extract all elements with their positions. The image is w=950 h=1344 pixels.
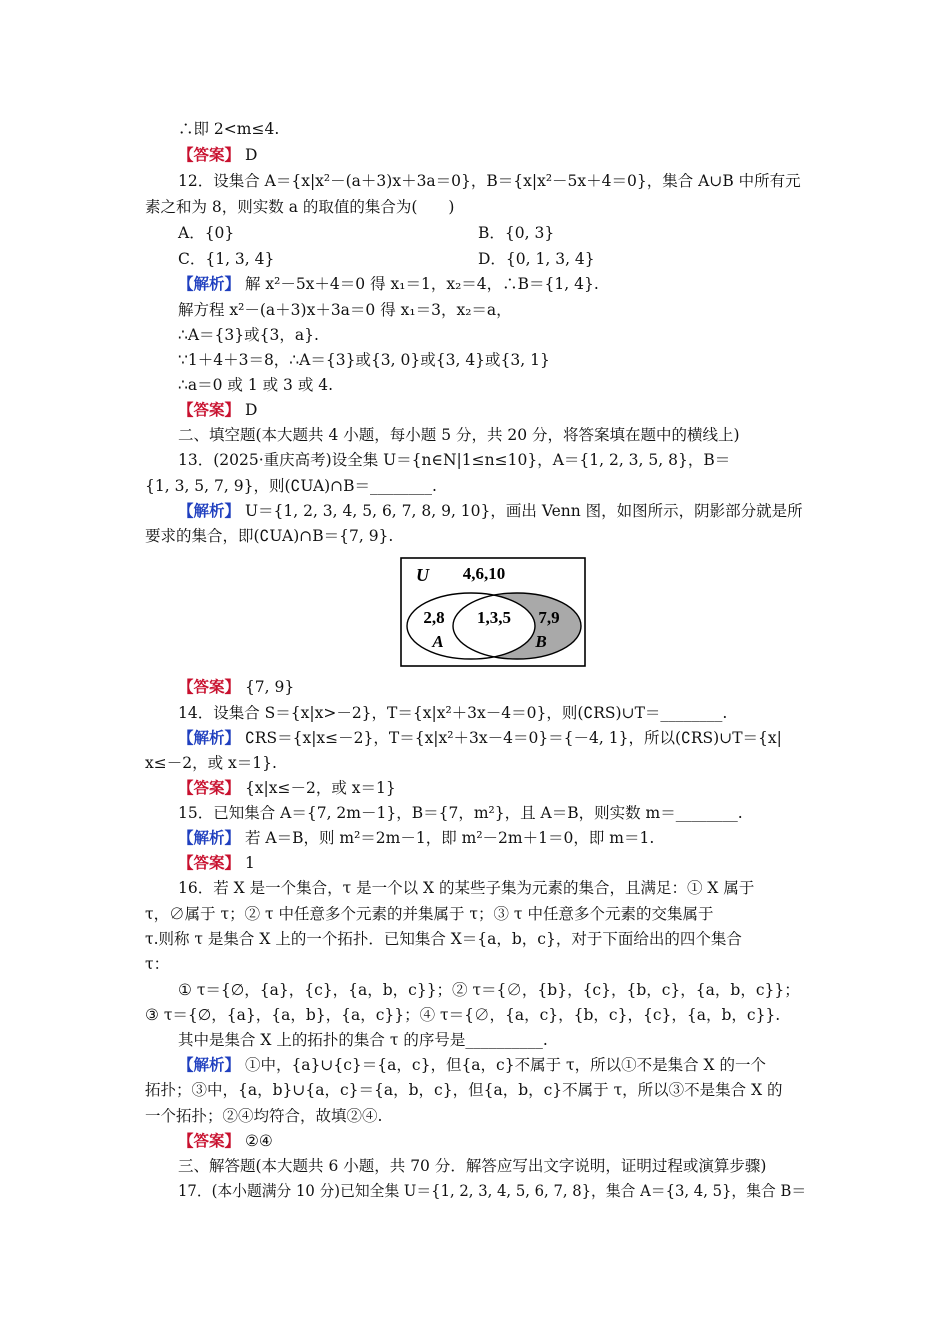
- text-line: τ：: [145, 955, 170, 973]
- question-17: 17．(本小题满分 10 分)已知全集 U＝{1, 2, 3, 4, 5, 6, 7, 8}，集合 A＝{3, 4, 5}，集合 B＝: [178, 1182, 807, 1200]
- answer-line: 【答案】 1: [178, 853, 255, 872]
- text-line: ③ τ＝{∅，{a}，{a，b}，{a，c}}；④ τ＝{∅，{a，c}，{b，c}，{c}，{a，b，c}}.: [145, 1006, 781, 1024]
- text-line: 其中是集合 X 上的拓扑的集合 τ 的序号是__________.: [178, 1031, 548, 1049]
- section-heading: 三、解答题(本大题共 6 小题，共 70 分．解答应写出文字说明，证明过程或演算步骤): [178, 1157, 767, 1175]
- answer-tag: 【答案】: [178, 778, 241, 797]
- analysis-tag: 【解析】: [178, 274, 241, 293]
- a-only-elements: 2,8: [423, 608, 445, 627]
- text-line: 一个拓扑；②④均符合，故填②④.: [145, 1107, 383, 1125]
- analysis-line: 【解析】 ∁RS＝{x|x≤－2}，T＝{x|x²＋3x－4＝0}＝{－4, 1}，所以(∁RS)∪T＝{x|: [178, 728, 782, 747]
- answer-tag: 【答案】: [178, 1131, 241, 1150]
- option-a: A．{0}: [178, 224, 235, 242]
- analysis-tag: 【解析】: [178, 1055, 241, 1074]
- text-line: 素之和为 8，则实数 a 的取值的集合为( ): [145, 198, 455, 216]
- question-12: 12．设集合 A＝{x|x²－(a＋3)x＋3a＝0}，B＝{x|x²－5x＋4＝0}，集合 A∪B 中所有元: [178, 172, 801, 190]
- analysis-tag: 【解析】: [178, 728, 241, 747]
- intersection-elements: 1,3,5: [477, 608, 511, 627]
- analysis-line: 【解析】 解 x²－5x＋4＝0 得 x₁＝1，x₂＝4，∴B＝{1, 4}.: [178, 274, 599, 293]
- text-line: 解方程 x²－(a＋3)x＋3a＝0 得 x₁＝3，x₂＝a，: [178, 301, 512, 319]
- answer-tag: 【答案】: [178, 677, 241, 696]
- option-d: D．{0, 1, 3, 4}: [478, 250, 595, 268]
- text-line: 要求的集合，即(∁UA)∩B＝{7, 9}.: [145, 527, 394, 545]
- answer-line: 【答案】 {7, 9}: [178, 677, 295, 696]
- answer-tag: 【答案】: [178, 145, 241, 164]
- text-line: τ，∅属于 τ；② τ 中任意多个元素的并集属于 τ；③ τ 中任意多个元素的交集属于: [145, 905, 714, 923]
- option-b: B．{0, 3}: [478, 224, 555, 242]
- answer-line: 【答案】 {x|x≤－2，或 x＝1}: [178, 778, 396, 797]
- answer-line: 【答案】 D: [178, 400, 258, 419]
- question-16: 16．若 X 是一个集合，τ 是一个以 X 的某些子集为元素的集合，且满足：① X 属于: [178, 879, 755, 897]
- analysis-line: 【解析】 若 A＝B，则 m²＝2m－1，即 m²－2m＋1＝0，即 m＝1.: [178, 828, 655, 847]
- text-line: ∵1＋4＋3＝8，∴A＝{3}或{3, 0}或{3, 4}或{3, 1}: [178, 351, 550, 369]
- text-line: ∴即 2<m≤4.: [178, 120, 280, 138]
- question-14: 14．设集合 S＝{x|x>－2}，T＝{x|x²＋3x－4＝0}，则(∁RS)∪T＝________.: [178, 704, 728, 722]
- question-15: 15．已知集合 A＝{7, 2m－1}，B＝{7，m²}，且 A＝B，则实数 m＝________.: [178, 804, 743, 822]
- b-only-elements: 7,9: [538, 608, 560, 627]
- answer-line: 【答案】 D: [178, 145, 258, 164]
- analysis-line: 【解析】 ①中，{a}∪{c}＝{a，c}，但{a，c}不属于 τ，所以①不是集合 X 的一个: [178, 1055, 766, 1074]
- section-heading: 二、填空题(本大题共 4 小题，每小题 5 分，共 20 分，将答案填在题中的横线上): [178, 426, 740, 444]
- outside-elements: 4,6,10: [462, 564, 506, 583]
- text-line: {1, 3, 5, 7, 9}，则(∁UA)∩B＝________.: [145, 477, 437, 495]
- answer-tag: 【答案】: [178, 853, 241, 872]
- text-line: ∴A＝{3}或{3，a}.: [178, 326, 319, 344]
- text-line: τ.则称 τ 是集合 X 上的一个拓扑．已知集合 X＝{a，b，c}，对于下面给出的四个集合: [145, 930, 742, 948]
- analysis-tag: 【解析】: [178, 501, 241, 520]
- text-line: ∴a＝0 或 1 或 3 或 4.: [178, 376, 334, 394]
- question-13: 13．(2025·重庆高考)设全集 U＝{n∈N|1≤n≤10}，A＝{1, 2, 3, 5, 8}，B＝: [178, 451, 731, 469]
- set-a-label: A: [432, 632, 444, 651]
- analysis-line: 【解析】 U＝{1, 2, 3, 4, 5, 6, 7, 8, 9, 10}，画出 Venn 图，如图所示，阴影部分就是所: [178, 501, 803, 520]
- option-c: C．{1, 3, 4}: [178, 250, 275, 268]
- answer-line: 【答案】 ②④: [178, 1131, 273, 1150]
- answer-tag: 【答案】: [178, 400, 241, 419]
- text-line: 拓扑；③中，{a，b}∪{a，c}＝{a，b，c}，但{a，b，c}不属于 τ，所以③不是集合 X 的: [145, 1081, 783, 1099]
- text-line: ① τ＝{∅，{a}，{c}，{a，b，c}}；② τ＝{∅，{b}，{c}，{b，c}，{a，b，c}}；: [178, 981, 800, 999]
- universe-label: U: [416, 565, 429, 585]
- set-b-label: B: [535, 632, 547, 651]
- analysis-tag: 【解析】: [178, 828, 241, 847]
- text-line: x≤－2，或 x＝1}.: [145, 754, 277, 772]
- venn-diagram: [400, 557, 586, 667]
